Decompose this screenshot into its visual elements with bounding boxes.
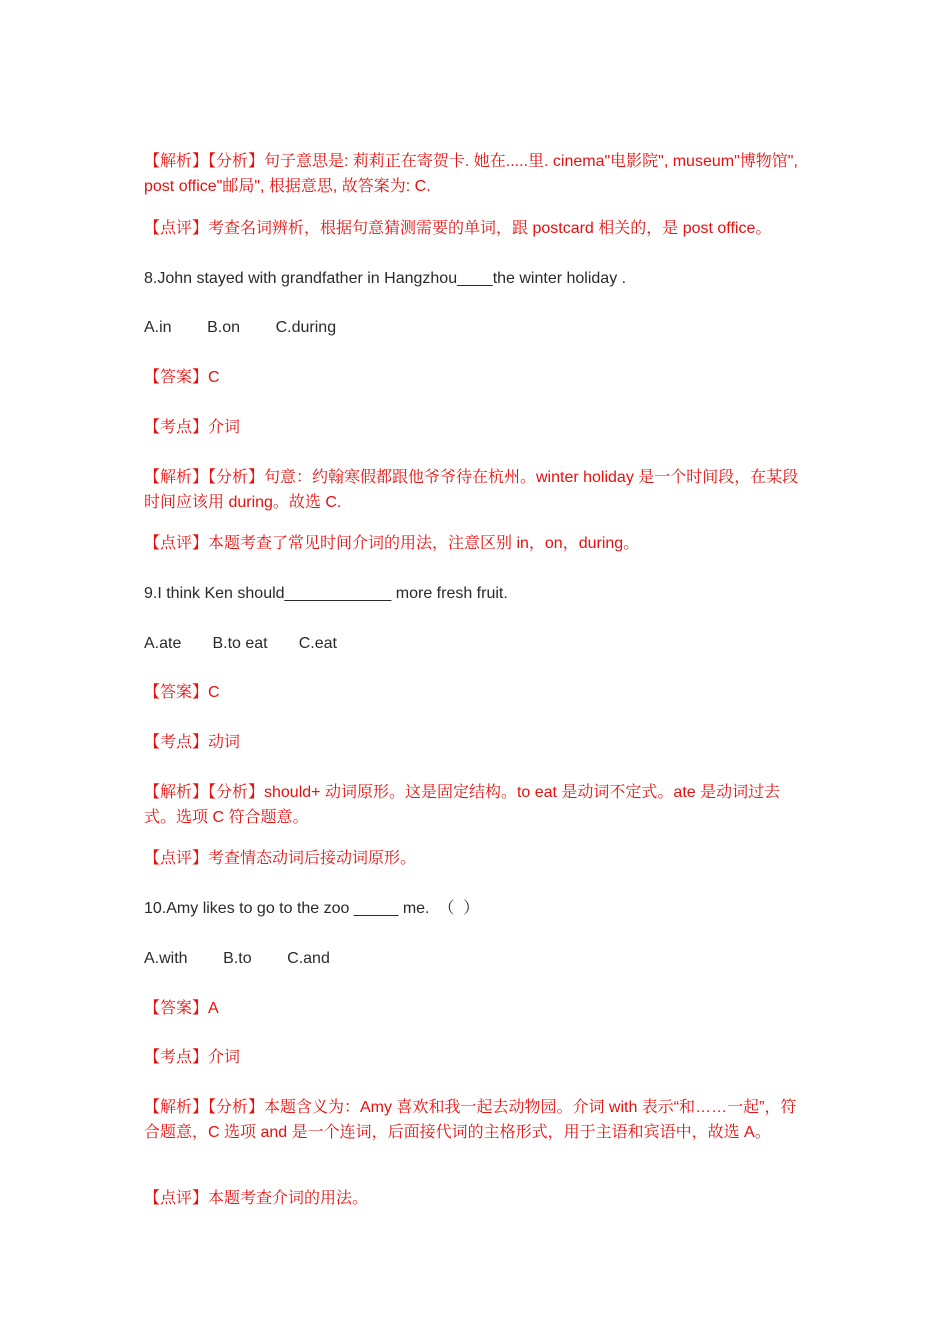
q10-options: A.with B.to C.and bbox=[144, 950, 330, 967]
q10-answer: 【答案】A bbox=[144, 1000, 219, 1017]
q10-analysis: 【解析】【分析】本题含义为：Amy 喜欢和我一起去动物园。介词 with 表示“和……一起”，符合题意，C 选项 and 是一个连词，后面接代词的主格形式，用于主语和宾语中，故选 A。 bbox=[144, 1099, 797, 1141]
q8-options: A.in B.on C.during bbox=[144, 319, 337, 336]
q8-analysis: 【解析】【分析】句意：约翰寒假都跟他爷爷待在杭州。winter holiday 是一个时间段，在某段时间应该用 during。故选 C. bbox=[144, 469, 799, 511]
q8-answer: 【答案】C bbox=[144, 369, 220, 386]
q7-analysis: 【解析】【分析】句子意思是: 莉莉正在寄贺卡. 她在.....里. cinema"电影院", museum"博物馆", post office"邮局", 根据意思, 故答案为: C. bbox=[144, 153, 803, 195]
q10-question: 10.Amy likes to go to the zoo _____ me. （ ） bbox=[144, 900, 480, 917]
q7-comment: 【点评】考查名词辨析，根据句意猜测需要的单词，跟 postcard 相关的，是 post office。 bbox=[144, 220, 772, 237]
q10-point: 【考点】介词 bbox=[144, 1049, 241, 1066]
q9-answer: 【答案】C bbox=[144, 684, 220, 701]
q8-comment: 【点评】本题考查了常见时间介词的用法，注意区别 in，on，during。 bbox=[144, 535, 640, 552]
q9-analysis: 【解析】【分析】should+ 动词原形。这是固定结构。to eat 是动词不定式。ate 是动词过去式。选项 C 符合题意。 bbox=[144, 784, 781, 826]
q9-options: A.ate B.to eat C.eat bbox=[144, 635, 337, 652]
q9-question: 9.I think Ken should____________ more fresh fruit. bbox=[144, 585, 508, 602]
q9-comment: 【点评】考查情态动词后接动词原形。 bbox=[144, 850, 417, 867]
q9-point: 【考点】动词 bbox=[144, 734, 241, 751]
q8-point: 【考点】介词 bbox=[144, 419, 241, 436]
q8-question: 8.John stayed with grandfather in Hangzhou____the winter holiday . bbox=[144, 270, 627, 287]
q10-comment: 【点评】本题考查介词的用法。 bbox=[144, 1190, 369, 1207]
